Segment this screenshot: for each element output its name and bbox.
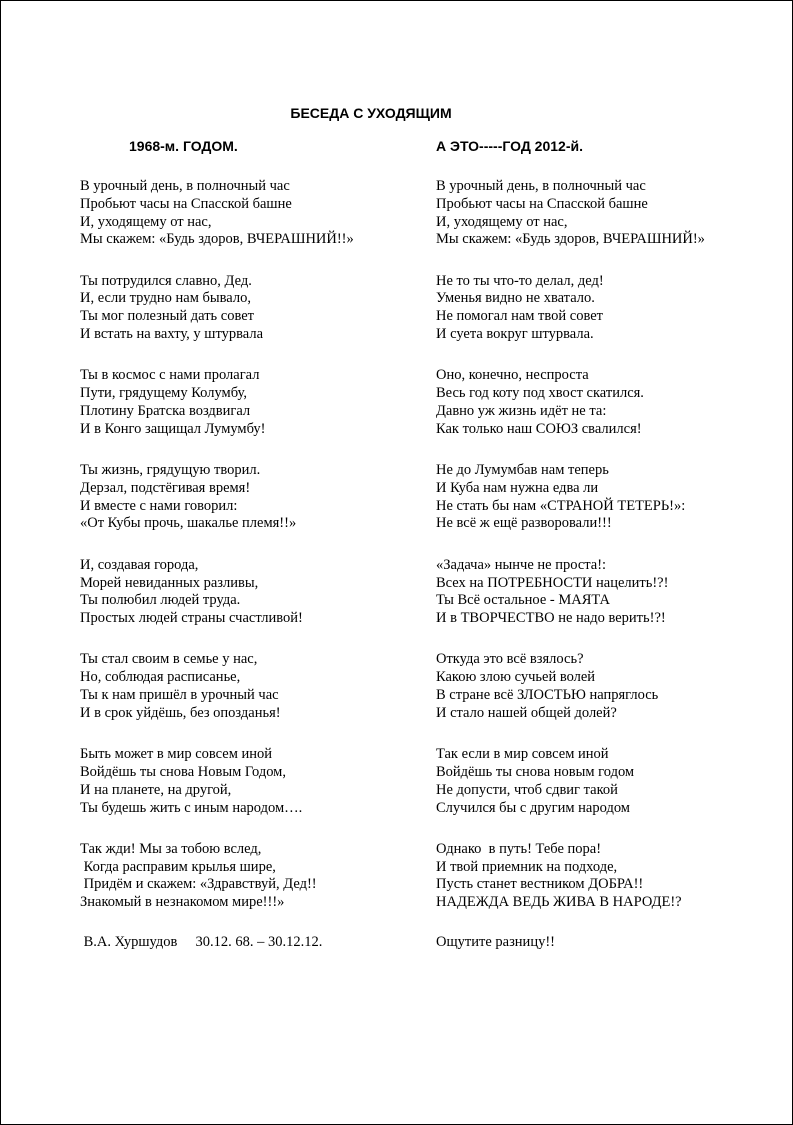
poem-line: Однако в путь! Тебе пора!: [436, 840, 602, 857]
stanza: [80, 367, 354, 438]
poem-line: В урочный день, в полночный час: [436, 178, 646, 194]
left-poem-column: [80, 178, 354, 952]
closing-remark: Ощутите разницу!!: [436, 934, 555, 950]
poem-line: Пути, грядущему Колумбу,: [80, 385, 247, 402]
poem-line: Так жди! Мы за тобою вслед,: [80, 840, 262, 857]
poem-line: И твой приемник на подходе,: [436, 858, 618, 875]
poem-line: Знакомый в незнакомом мире!!!»: [80, 894, 285, 911]
poem-line: Случился бы с другим народом: [436, 799, 630, 816]
poem-line: Так если в мир совсем иной: [436, 746, 609, 763]
poem-line: Ты полюбил людей труда.: [80, 592, 241, 609]
stanza: [436, 367, 705, 438]
poem-line: И встать на вахту, у штурвала: [80, 326, 264, 343]
signature: В.А. Хуршудов 30.12. 68. – 30.12.12.: [80, 934, 323, 950]
stanza: [436, 651, 705, 722]
poem-line: И, если трудно нам бывало,: [80, 290, 251, 307]
poem-line: И, уходящему от нас,: [80, 213, 212, 230]
poem-line: В урочный день, в полночный час: [80, 178, 290, 194]
poem-line: «От Кубы прочь, шакалье племя!!»: [80, 515, 297, 532]
poem-line: НАДЕЖДА ВЕДЬ ЖИВА В НАРОДЕ!?: [436, 894, 682, 911]
poem-line: Ты в космос с нами пролагал: [80, 367, 260, 384]
poem-line: Не допусти, чтоб сдвиг такой: [436, 781, 618, 798]
poem-line: Простых людей страны счастливой!: [80, 610, 303, 627]
stanza: [436, 746, 705, 817]
poem-line: Всех на ПОТРЕБНОСТИ нацелить!?!: [436, 574, 669, 591]
poem-line: Весь год коту под хвост скатился.: [436, 385, 644, 402]
poem-line: И, создавая города,: [80, 556, 199, 573]
poem-line: «Задача» нынче не проста!:: [436, 556, 607, 573]
poem-line: Уменья видно не хватало.: [436, 290, 595, 307]
poem-line: Откуда это всё взялось?: [436, 651, 584, 668]
poem-line: Мы скажем: «Будь здоров, ВЧЕРАШНИЙ!»: [436, 231, 705, 248]
poem-line: В стране всё ЗЛОСТЬЮ напряглось: [436, 687, 659, 704]
poem-line: Мы скажем: «Будь здоров, ВЧЕРАШНИЙ!!»: [80, 231, 354, 248]
poem-line: Ты Всё остальное - МАЯТА: [436, 592, 610, 609]
poem-line: И на планете, на другой,: [80, 781, 232, 798]
poem-line: Не помогал нам твой совет: [436, 308, 603, 325]
poem-line: И стало нашей общей долей?: [436, 704, 617, 721]
poem-line: Плотину Братска воздвигал: [80, 402, 251, 419]
poem-line: Ты стал своим в семье у нас,: [80, 651, 258, 668]
stanza: [80, 273, 354, 344]
poem-line: Пусть станет вестником ДОБРА!!: [436, 876, 644, 893]
left-column-heading: 1968-м. ГОДОМ.: [129, 138, 238, 154]
stanza: [436, 178, 705, 249]
poem-line: Не всё ж ещё разворовали!!!: [436, 515, 612, 532]
stanza: [80, 841, 354, 912]
poem-line: Ты жизнь, грядущую творил.: [80, 462, 261, 479]
poem-line: И в срок уйдёшь, без опозданья!: [80, 704, 281, 721]
poem-line: И в ТВОРЧЕСТВО не надо верить!?!: [436, 610, 666, 627]
stanza: [80, 178, 354, 249]
stanza: [80, 462, 354, 533]
poem-line: И Куба нам нужна едва ли: [436, 479, 599, 496]
poem-line: И, уходящему от нас,: [436, 213, 568, 230]
right-column-heading: А ЭТО-----ГОД 2012-й.: [436, 138, 583, 154]
stanza: [436, 462, 705, 533]
poem-line: Не до Лумумбав нам теперь: [436, 462, 609, 479]
poem-line: Но, соблюдая расписанье,: [80, 669, 241, 686]
stanza: [436, 841, 705, 912]
poem-line: Придём и скажем: «Здравствуй, Дед!!: [80, 876, 317, 893]
poem-line: Пробьют часы на Спасской башне: [80, 195, 292, 212]
poem-line: Морей невиданных разливы,: [80, 574, 259, 591]
poem-line: Войдёшь ты снова Новым Годом,: [80, 763, 286, 780]
poem-line: Когда расправим крылья шире,: [80, 858, 276, 875]
poem-line: Ты будешь жить с иным народом….: [80, 799, 303, 816]
poem-line: Ты потрудился славно, Дед.: [80, 272, 252, 289]
poem-line: И суета вокруг штурвала.: [436, 326, 594, 343]
stanza: [80, 746, 354, 817]
poem-line: Оно, конечно, неспроста: [436, 367, 589, 384]
stanza: [436, 273, 705, 344]
poem-line: Давно уж жизнь идёт не та:: [436, 402, 607, 419]
poem-line: Как только наш СОЮЗ свалился!: [436, 420, 642, 437]
poem-line: Пробьют часы на Спасской башне: [436, 195, 648, 212]
poem-line: И в Конго защищал Лумумбу!: [80, 420, 266, 437]
stanza: [80, 651, 354, 722]
right-poem-column: [436, 178, 705, 952]
poem-line: Дерзал, подстёгивая время!: [80, 479, 251, 496]
poem-title: БЕСЕДА С УХОДЯЩИМ: [290, 105, 452, 121]
poem-line: Ты к нам пришёл в урочный час: [80, 687, 279, 704]
poem-line: И вместе с нами говорил:: [80, 497, 238, 514]
poem-line: Войдёшь ты снова новым годом: [436, 763, 635, 780]
poem-line: Не то ты что-то делал, дед!: [436, 272, 604, 289]
stanza: [436, 557, 705, 628]
poem-line: Не стать бы нам «СТРАНОЙ ТЕТЕРЬ!»:: [436, 497, 686, 514]
poem-line: Быть может в мир совсем иной: [80, 746, 273, 763]
stanza: [80, 557, 354, 628]
poem-line: Какою злою сучьей волей: [436, 669, 596, 686]
poem-line: Ты мог полезный дать совет: [80, 308, 255, 325]
